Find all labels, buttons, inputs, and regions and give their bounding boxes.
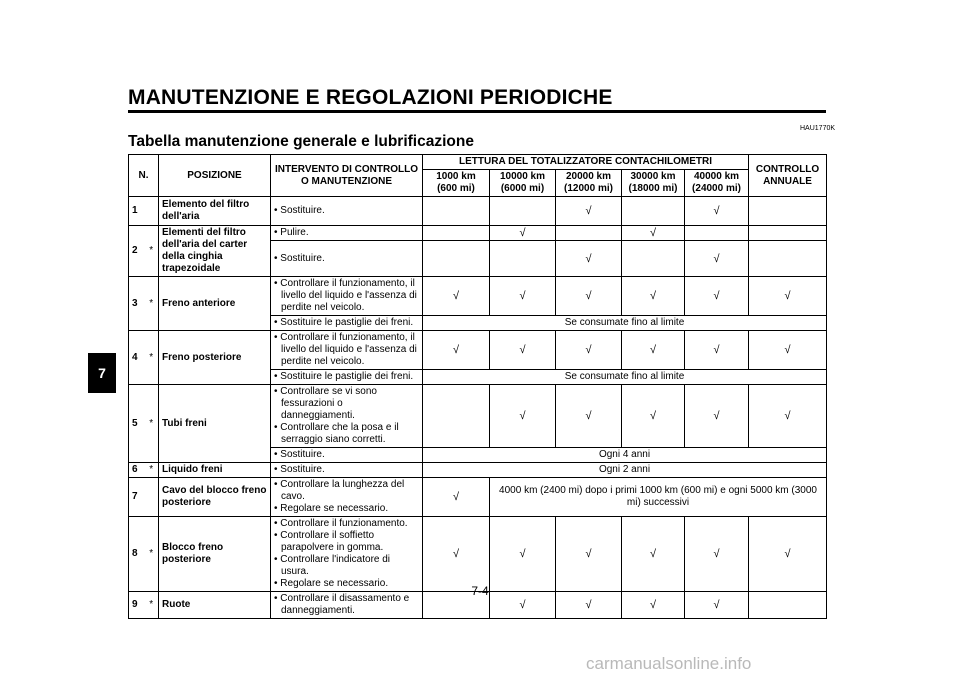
row-action: • Sostituire. <box>271 463 423 478</box>
check-cell: √ <box>423 517 490 592</box>
row-note: 4000 km (2400 mi) dopo i primi 1000 km (600 mi) e ogni 5000 km (3000 mi) successivi <box>490 478 827 517</box>
header-row <box>129 155 827 170</box>
check-cell: √ <box>556 197 622 226</box>
header-num: N. <box>129 155 159 197</box>
check-cell <box>622 197 685 226</box>
check-cell: √ <box>556 331 622 370</box>
row-star: * <box>145 277 159 331</box>
table-row <box>129 226 827 241</box>
row-action: • Controllare il disassamento e danneggiamenti. <box>271 592 423 619</box>
row-action: • Controllare se vi sono fessurazioni o danneggiamenti. • Controllare che la posa e il serraggio siano corretti. <box>271 385 423 448</box>
section-title: Tabella manutenzione generale e lubrificazione <box>128 133 474 150</box>
check-cell: √ <box>556 517 622 592</box>
row-position: Elemento del filtro dell'aria <box>159 197 271 226</box>
check-cell <box>622 241 685 277</box>
check-cell: √ <box>749 385 827 448</box>
row-num: 7 <box>129 478 145 517</box>
row-note: Ogni 2 anni <box>423 463 827 478</box>
row-star: * <box>145 517 159 592</box>
table-row <box>129 385 827 448</box>
row-num: 3 <box>129 277 145 331</box>
row-star: * <box>145 463 159 478</box>
row-num: 2 <box>129 226 145 277</box>
check-cell <box>490 241 556 277</box>
row-note: Ogni 4 anni <box>423 448 827 463</box>
row-num: 4 <box>129 331 145 385</box>
check-cell: √ <box>490 277 556 316</box>
check-cell: √ <box>685 385 749 448</box>
check-cell <box>490 197 556 226</box>
check-cell: √ <box>685 277 749 316</box>
page-title: MANUTENZIONE E REGOLAZIONI PERIODICHE <box>128 86 613 109</box>
row-action: • Sostituire le pastiglie dei freni. <box>271 316 423 331</box>
row-position: Freno posteriore <box>159 331 271 385</box>
header-position: POSIZIONE <box>159 155 271 197</box>
check-cell: √ <box>490 226 556 241</box>
row-position: Blocco freno posteriore <box>159 517 271 592</box>
maintenance-table <box>128 154 827 619</box>
check-cell: √ <box>685 331 749 370</box>
check-cell <box>556 226 622 241</box>
table-row <box>129 517 827 592</box>
check-cell <box>423 226 490 241</box>
row-position: Elementi del filtro dell'aria del carter della cinghia trapezoidale <box>159 226 271 277</box>
check-cell: √ <box>490 517 556 592</box>
row-num: 6 <box>129 463 145 478</box>
check-cell: √ <box>423 478 490 517</box>
page-number: 7-4 <box>471 584 489 598</box>
row-action: • Pulire. <box>271 226 423 241</box>
row-position: Freno anteriore <box>159 277 271 331</box>
row-position: Liquido freni <box>159 463 271 478</box>
check-cell: √ <box>556 241 622 277</box>
row-position: Ruote <box>159 592 271 619</box>
check-cell <box>685 226 749 241</box>
check-cell <box>749 197 827 226</box>
check-cell: √ <box>556 385 622 448</box>
row-action: • Sostituire. <box>271 197 423 226</box>
table-row <box>129 277 827 316</box>
check-cell <box>749 226 827 241</box>
header-odo-3: 20000 km (12000 mi) <box>556 170 622 197</box>
row-star <box>145 197 159 226</box>
check-cell: √ <box>490 331 556 370</box>
check-cell: √ <box>685 517 749 592</box>
check-cell: √ <box>423 277 490 316</box>
row-star: * <box>145 331 159 385</box>
check-cell <box>423 241 490 277</box>
check-cell <box>749 241 827 277</box>
table-row <box>129 331 827 370</box>
check-cell: √ <box>622 385 685 448</box>
check-cell: √ <box>685 241 749 277</box>
check-cell: √ <box>749 517 827 592</box>
header-annual: CONTROLLO ANNUALE <box>749 155 827 197</box>
check-cell: √ <box>749 331 827 370</box>
check-cell: √ <box>622 517 685 592</box>
row-star: * <box>145 385 159 463</box>
row-action: • Controllare il funzionamento, il livello del liquido e l'assenza di perdite nel veicolo. <box>271 277 423 316</box>
row-action: • Sostituire le pastiglie dei freni. <box>271 370 423 385</box>
header-odo-1: 1000 km (600 mi) <box>423 170 490 197</box>
watermark: carmanualsonline.info <box>586 654 752 673</box>
check-cell: √ <box>622 331 685 370</box>
check-cell: √ <box>423 331 490 370</box>
check-cell: √ <box>622 277 685 316</box>
row-num: 5 <box>129 385 145 463</box>
row-num: 8 <box>129 517 145 592</box>
header-odo-2: 10000 km (6000 mi) <box>490 170 556 197</box>
check-cell: √ <box>685 197 749 226</box>
row-action: • Controllare il funzionamento, il livello del liquido e l'assenza di perdite nel veicolo. <box>271 331 423 370</box>
check-cell: √ <box>556 277 622 316</box>
check-cell: √ <box>490 592 556 619</box>
row-action: • Controllare la lunghezza del cavo. • Regolare se necessario. <box>271 478 423 517</box>
table-row <box>129 478 827 517</box>
header-intervention: INTERVENTO DI CONTROLLO O MANUTENZIONE <box>271 155 423 197</box>
header-odometer-group: LETTURA DEL TOTALIZZATORE CONTACHILOMETRI <box>423 155 749 170</box>
row-note: Se consumate fino al limite <box>423 370 827 385</box>
row-note: Se consumate fino al limite <box>423 316 827 331</box>
row-action: • Sostituire. <box>271 241 423 277</box>
row-position: Cavo del blocco freno posteriore <box>159 478 271 517</box>
check-cell: √ <box>622 592 685 619</box>
header-odo-5: 40000 km (24000 mi) <box>685 170 749 197</box>
check-cell: √ <box>556 592 622 619</box>
check-cell: √ <box>622 226 685 241</box>
check-cell <box>423 197 490 226</box>
document-code: HAU1770K <box>800 125 836 132</box>
check-cell <box>423 385 490 448</box>
row-num: 1 <box>129 197 145 226</box>
row-star: * <box>145 226 159 277</box>
row-action: • Controllare il funzionamento. • Controllare il soffietto parapolvere in gomma. • Controllare l'indicatore di usura. • Regolare se necessario. <box>271 517 423 592</box>
row-position: Tubi freni <box>159 385 271 463</box>
header-odo-4: 30000 km (18000 mi) <box>622 170 685 197</box>
check-cell: √ <box>490 385 556 448</box>
row-star <box>145 478 159 517</box>
chapter-tab: 7 <box>88 353 116 393</box>
table-row <box>129 463 827 478</box>
table-row <box>129 197 827 226</box>
row-star: * <box>145 592 159 619</box>
row-num: 9 <box>129 592 145 619</box>
row-action: • Sostituire. <box>271 448 423 463</box>
check-cell: √ <box>749 277 827 316</box>
check-cell: √ <box>685 592 749 619</box>
title-rule <box>128 110 826 113</box>
